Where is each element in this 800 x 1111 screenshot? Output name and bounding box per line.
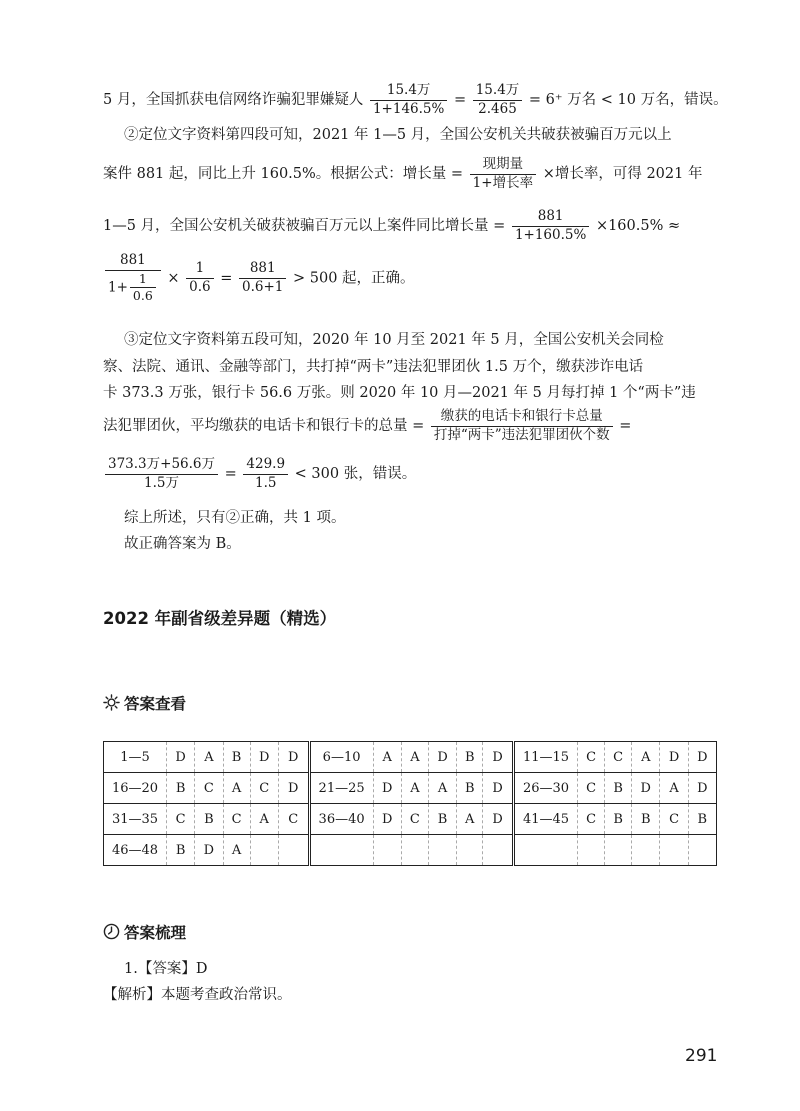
fraction-denominator: 1.5万	[144, 474, 179, 491]
para1-fraction-1	[370, 84, 447, 116]
fraction-numerator: 15.4万	[473, 84, 523, 101]
para2-line4-after: > 500 起，正确。	[293, 270, 415, 287]
growth-formula-fraction	[470, 158, 536, 190]
para2-line2-after: ×增长率，可得 2021 年	[542, 166, 703, 182]
para3-line1: ③定位文字资料第五段可知，2020 年 10 月至 2021 年 5 月，全国公安机关会同检	[124, 332, 664, 348]
answer-cell: C	[401, 804, 428, 835]
question-range: 21—25	[309, 773, 373, 804]
answer-table-body	[104, 742, 717, 866]
fraction-numerator: 1	[186, 262, 213, 279]
answer-cell: C	[223, 804, 250, 835]
fraction-denominator: 0.6+1	[242, 278, 284, 295]
answer-cell: A	[195, 742, 223, 773]
answer-cell: B	[223, 742, 250, 773]
fraction-denominator: 0.6	[189, 278, 211, 295]
clock-icon	[103, 923, 120, 944]
answer-cell: C	[578, 773, 605, 804]
para2-line3	[103, 210, 680, 242]
answer-cell: D	[660, 742, 688, 773]
answer-cell: B	[167, 835, 195, 866]
analysis-tag: 【解析】	[103, 987, 161, 1003]
para2-line3-fraction	[512, 210, 589, 242]
equals-sign: =	[453, 92, 467, 108]
fraction-numerator: 881	[512, 210, 589, 227]
answer-cell: B	[428, 804, 456, 835]
answer-cell: D	[688, 773, 716, 804]
answer-view-label: 答案查看	[124, 694, 187, 713]
equals-sign: =	[224, 466, 237, 482]
answer-cell: B	[167, 773, 195, 804]
fraction-numerator: 881	[239, 262, 286, 279]
denominator-prefix: 1+	[108, 279, 128, 295]
answer-cell: B	[632, 804, 660, 835]
answer-cell	[250, 835, 278, 866]
answer-cell: A	[457, 804, 483, 835]
answer-cell	[578, 835, 605, 866]
question-range: 26—30	[514, 773, 578, 804]
times-sign: ×	[167, 270, 180, 287]
para2-line2-before: 案件 881 起，同比上升 160.5%。根据公式：增长量 =	[103, 166, 464, 182]
answer-cell: D	[688, 742, 716, 773]
answer-cell: D	[250, 742, 278, 773]
para2-line4-fraction-3	[239, 262, 286, 294]
q1-answer: D	[195, 961, 208, 977]
para3-text-fraction	[431, 410, 613, 442]
fraction-denominator	[105, 271, 161, 303]
answer-cell	[373, 835, 401, 866]
fraction-numerator: 缴获的电话卡和银行卡总量	[431, 410, 613, 427]
answer-cell	[428, 835, 456, 866]
section-title: 2022 年副省级差异题（精选）	[103, 609, 337, 628]
fraction-denominator: 1+160.5%	[514, 226, 587, 243]
para2-line1: ②定位文字资料第四段可知，2021 年 1—5 月，全国公安机关共破获被骗百万元以上	[124, 127, 672, 143]
compound-fraction	[105, 254, 161, 303]
answer-cell	[457, 835, 483, 866]
answer-review-label: 答案梳理	[124, 923, 187, 942]
question-range: 6—10	[309, 742, 373, 773]
question-range: 1—5	[104, 742, 167, 773]
answer-cell	[660, 835, 688, 866]
fraction-denominator: 1+增长率	[472, 174, 534, 191]
answer-cell: D	[483, 804, 514, 835]
answer-cell: D	[483, 773, 514, 804]
nested-fraction	[130, 270, 156, 303]
answer-cell: C	[195, 773, 223, 804]
q1-number: 1.	[124, 961, 138, 977]
fraction-numerator: 1	[130, 273, 156, 289]
answer-cell	[401, 835, 428, 866]
para3-line2: 察、法院、通讯、金融等部门，共打掉“两卡”违法犯罪团伙 1.5 万个，缴获涉诈电话	[103, 359, 644, 375]
answer-view-heading	[103, 694, 186, 715]
answer-cell: C	[605, 742, 632, 773]
answer-cell: D	[483, 742, 514, 773]
answer-tag: 【答案】	[137, 961, 196, 977]
answer-cell: C	[250, 773, 278, 804]
question-range	[514, 835, 578, 866]
answer-cell: A	[428, 773, 456, 804]
answer-cell: C	[167, 804, 195, 835]
question-range: 16—20	[104, 773, 167, 804]
para2-line4-fraction-2	[186, 262, 213, 294]
para3-line5-fraction-1	[105, 458, 218, 490]
para3-line4	[103, 410, 631, 442]
question-range: 41—45	[514, 804, 578, 835]
answer-row	[104, 742, 717, 773]
q1-analysis: 本题考查政治常识。	[161, 987, 292, 1003]
para1-line	[103, 84, 728, 116]
para1-text-before: 5 月，全国抓获电信网络诈骗犯罪嫌疑人	[103, 92, 364, 108]
answer-cell: D	[428, 742, 456, 773]
answer-cell: D	[373, 804, 401, 835]
answer-row	[104, 835, 717, 866]
answer-row	[104, 804, 717, 835]
fraction-denominator: 1.5	[254, 474, 277, 491]
para1-text-after: = 6⁺ 万名 < 10 万名，错误。	[528, 92, 728, 108]
fraction-denominator: 1+146.5%	[372, 100, 445, 117]
answer-cell	[632, 835, 660, 866]
question-range	[309, 835, 373, 866]
question-range: 36—40	[309, 804, 373, 835]
para2-line4	[103, 254, 415, 303]
summary-line2: 故正确答案为 B。	[124, 536, 241, 552]
answer-cell	[278, 835, 309, 866]
para3-line5-fraction-2	[243, 458, 288, 490]
para3-line5	[103, 458, 416, 490]
answer-cell: D	[373, 773, 401, 804]
answer-cell	[688, 835, 716, 866]
fraction-numerator: 373.3万+56.6万	[105, 458, 218, 475]
answer-cell: A	[250, 804, 278, 835]
para2-line3-after: ×160.5% ≈	[595, 218, 681, 234]
answer-cell: B	[688, 804, 716, 835]
sun-icon	[103, 694, 120, 715]
answer-cell: D	[195, 835, 223, 866]
question-range: 46—48	[104, 835, 167, 866]
para2-line3-before: 1—5 月，全国公安机关破获被骗百万元以上案件同比增长量 =	[103, 218, 506, 234]
answer-cell	[483, 835, 514, 866]
answer-cell: D	[167, 742, 195, 773]
para1-fraction-2	[473, 84, 523, 116]
summary-line1: 综上所述，只有②正确，共 1 项。	[124, 510, 346, 526]
para3-line5-after: < 300 张，错误。	[294, 466, 417, 482]
q1-answer-line	[124, 962, 207, 977]
answer-cell: D	[632, 773, 660, 804]
fraction-numerator: 15.4万	[370, 84, 447, 101]
answer-cell: B	[605, 804, 632, 835]
fraction-denominator: 2.465	[478, 100, 517, 117]
q1-analysis-line	[103, 988, 292, 1003]
fraction-denominator: 打掉“两卡”违法犯罪团伙个数	[433, 426, 610, 443]
answer-cell: A	[223, 773, 250, 804]
answer-cell: D	[278, 773, 309, 804]
para2-line2	[103, 158, 702, 190]
answer-cell: A	[401, 742, 428, 773]
answer-cell: A	[223, 835, 250, 866]
equals-sign: =	[220, 270, 233, 287]
answer-review-heading	[103, 923, 186, 944]
answer-cell: C	[578, 804, 605, 835]
answer-cell: D	[278, 742, 309, 773]
answer-cell: C	[278, 804, 309, 835]
para3-line4-before: 法犯罪团伙，平均缴获的电话卡和银行卡的总量 =	[103, 418, 425, 434]
para3-line4-after: =	[619, 418, 632, 434]
answer-cell: C	[578, 742, 605, 773]
answer-cell: A	[401, 773, 428, 804]
para3-line3: 卡 373.3 万张，银行卡 56.6 万张。则 2020 年 10 月—2021 年 5 月每打掉 1 个“两卡”违	[103, 385, 696, 401]
fraction-numerator: 429.9	[243, 458, 288, 475]
fraction-numerator: 现期量	[470, 158, 536, 175]
answer-table	[103, 741, 717, 866]
answer-cell: B	[195, 804, 223, 835]
question-range: 11—15	[514, 742, 578, 773]
answer-cell: A	[632, 742, 660, 773]
answer-cell: B	[457, 742, 483, 773]
answer-cell: A	[373, 742, 401, 773]
fraction-numerator: 881	[105, 254, 161, 271]
answer-cell: A	[660, 773, 688, 804]
fraction-denominator: 0.6	[132, 288, 153, 303]
question-range: 31—35	[104, 804, 167, 835]
answer-cell: B	[605, 773, 632, 804]
answer-row	[104, 773, 717, 804]
answer-cell: B	[457, 773, 483, 804]
page-number: 291	[685, 1046, 718, 1066]
answer-cell	[605, 835, 632, 866]
answer-cell: C	[660, 804, 688, 835]
